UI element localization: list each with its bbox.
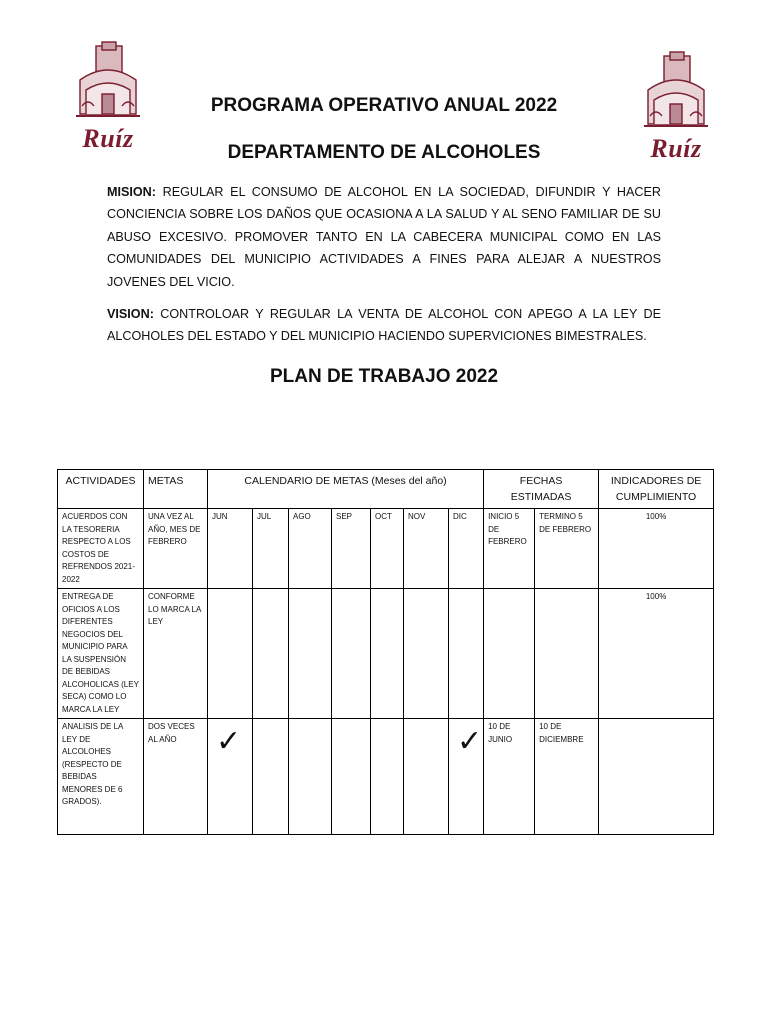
logo-caption	[640, 164, 712, 168]
cell-month-oct: OCT	[371, 509, 404, 589]
cell-meta: UNA VEZ AL AÑO, MES DE FEBRERO	[144, 509, 208, 589]
logo-wordmark: Ruíz	[82, 124, 134, 153]
table-row	[58, 719, 714, 835]
cell-month-oct	[371, 719, 404, 835]
cell-termino: 10 DE DICIEMBRE	[535, 719, 599, 835]
cell-month-sep	[332, 589, 371, 719]
table-row	[58, 589, 714, 719]
checkmark-icon: ✓	[216, 724, 242, 759]
cell-month-jul	[253, 719, 289, 835]
header-indicadores: INDICADORES DE CUMPLIMIENTO	[599, 470, 714, 509]
municipal-building-icon	[640, 50, 712, 138]
cell-month-nov: NOV	[404, 509, 449, 589]
table-header-row	[58, 470, 714, 509]
cell-month-sep	[332, 719, 371, 835]
vision-text: CONTROLOAR Y REGULAR LA VENTA DE ALCOHOL CON APEGO A LA LEY DE ALCOHOLES DEL ESTADO Y DEL MUNICIPIO HACIENDO SUPERVICIONES BIMESTRALES.	[107, 307, 661, 344]
plan-title: PLAN DE TRABAJO 2022	[269, 366, 499, 387]
cell-month-dic: DIC	[449, 509, 484, 589]
header-actividades: ACTIVIDADES	[58, 470, 144, 509]
vision-label: VISION:	[107, 307, 154, 321]
header-calendario: CALENDARIO DE METAS (Meses del año)	[208, 470, 484, 509]
cell-indicador: 100%	[599, 509, 714, 589]
document-title: PROGRAMA OPERATIVO ANUAL 2022	[210, 95, 558, 116]
cell-month-ago	[289, 719, 332, 835]
table-row	[58, 509, 714, 589]
mission-label: MISION:	[107, 185, 156, 199]
mission-text: REGULAR EL CONSUMO DE ALCOHOL EN LA SOCIEDAD, DIFUNDIR Y HACER CONCIENCIA SOBRE LOS DAÑOS QUE OCASIONA A LA SALUD Y AL SENO FAMILIAR DE SU ABUSO EXCESIVO. PROMOVER TANTO EN LA CABECERA MUNICIPAL COMO EN LAS COMUNIDADES DEL MUNICIPIO ACTIVIDADES A FINES PARA ALEJAR A NUESTROS JOVENES DEL VICIO.	[107, 185, 661, 289]
cell-inicio: 10 DE JUNIO	[484, 719, 535, 835]
cell-actividad: ACUERDOS CON LA TESORERIA RESPECTO A LOS COSTOS DE REFRENDOS 2021-2022	[58, 509, 144, 589]
cell-month-jun: JUN	[208, 509, 253, 589]
cell-inicio	[484, 589, 535, 719]
cell-month-jun	[208, 719, 253, 835]
cell-month-oct	[371, 589, 404, 719]
cell-actividad: ANALISIS DE LA LEY DE ALCOLOHES (RESPECTO DE BEBIDAS MENORES DE 6 GRADOS).	[58, 719, 144, 835]
cell-month-dic	[449, 719, 484, 835]
logo-wordmark: Ruíz	[650, 134, 702, 163]
cell-month-jul	[253, 589, 289, 719]
cell-termino: TERMINO 5 DE FEBRERO	[535, 509, 599, 589]
vision-paragraph	[107, 303, 661, 348]
work-plan-table	[57, 469, 714, 835]
cell-month-jun	[208, 589, 253, 719]
header-metas: METAS	[144, 470, 208, 509]
checkmark-icon: ✓	[457, 724, 483, 759]
cell-month-ago: AGO	[289, 509, 332, 589]
cell-month-jul: JUL	[253, 509, 289, 589]
department-title: DEPARTAMENTO DE ALCOHOLES	[227, 142, 541, 163]
cell-indicador	[599, 719, 714, 835]
cell-meta: CONFORME LO MARCA LA LEY	[144, 589, 208, 719]
cell-inicio: INICIO 5 DE FEBRERO	[484, 509, 535, 589]
cell-month-ago	[289, 589, 332, 719]
cell-meta: DOS VECES AL AÑO	[144, 719, 208, 835]
header-fechas: FECHAS ESTIMADAS	[484, 470, 599, 509]
cell-month-nov	[404, 719, 449, 835]
cell-month-nov	[404, 589, 449, 719]
cell-actividad: ENTREGA DE OFICIOS A LOS DIFERENTES NEGOCIOS DEL MUNICIPIO PARA LA SUSPENSIÓN DE BEBIDAS ALCOHOLICAS (LEY SECA) COMO LO MARCA LA LEY	[58, 589, 144, 719]
cell-indicador: 100%	[599, 589, 714, 719]
cell-month-dic	[449, 589, 484, 719]
cell-termino	[535, 589, 599, 719]
mission-paragraph	[107, 181, 661, 293]
cell-month-sep: SEP	[332, 509, 371, 589]
